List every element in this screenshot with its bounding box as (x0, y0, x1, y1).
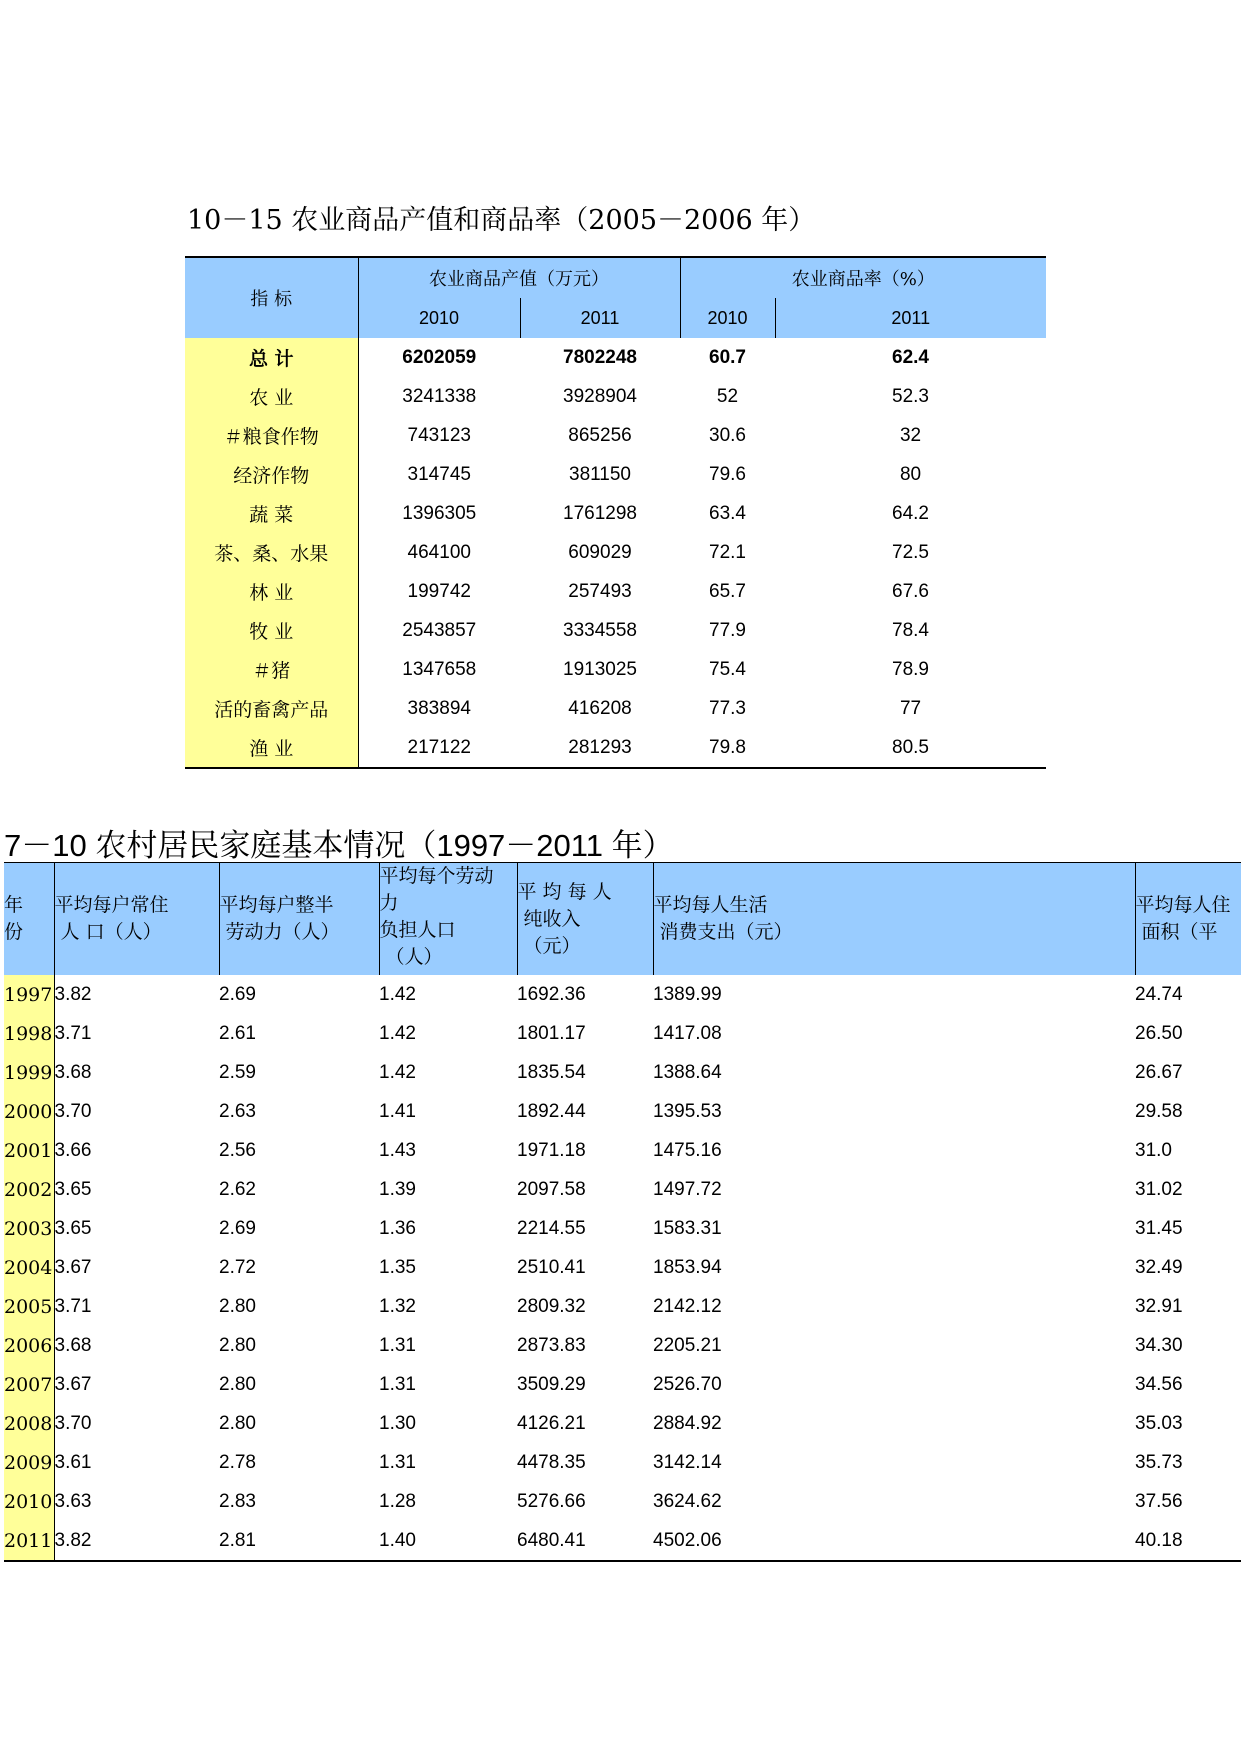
table-row (4, 1053, 1241, 1092)
table-cell: 2.61 (219, 1022, 256, 1044)
table-cell: 2.81 (219, 1521, 379, 1561)
year-cell: 1999 (4, 1053, 54, 1092)
table1-header-row-1 (185, 257, 1046, 298)
table-cell: 416208 (568, 697, 632, 719)
table-cell: 1.35 (379, 1256, 416, 1278)
table-cell: 2.80 (219, 1373, 256, 1395)
year-cell: 2010 (4, 1482, 54, 1521)
table-cell: 62.4 (892, 346, 929, 368)
row-label: 总 计 (185, 338, 358, 377)
table-cell: 3.71 (54, 1022, 92, 1044)
table-row (4, 1170, 1241, 1209)
table-row (4, 1482, 1241, 1521)
table-cell: 31.02 (1135, 1178, 1183, 1200)
table-cell: 1388.64 (653, 1061, 722, 1083)
year-cell: 2006 (4, 1326, 54, 1365)
table-cell: 3.65 (54, 1178, 92, 1200)
table-cell: 1.31 (379, 1334, 416, 1356)
table-cell: 31.45 (1135, 1217, 1183, 1239)
table-cell: 1.32 (379, 1295, 416, 1317)
table-cell: 77.9 (709, 619, 746, 641)
table-cell: 1.42 (379, 1061, 416, 1083)
table-cell: 2214.55 (517, 1217, 586, 1239)
row-label: 经济作物 (185, 455, 358, 494)
table-row (4, 1365, 1241, 1404)
table-cell: 2510.41 (517, 1256, 586, 1278)
table-row (185, 416, 1046, 455)
table-cell: 281293 (520, 728, 680, 768)
table-cell: 77.3 (709, 697, 746, 719)
table-cell: 3.82 (54, 1521, 219, 1561)
table-cell: 1.36 (379, 1217, 416, 1239)
header-col: 平均每户整半 劳动力（人） (219, 863, 379, 976)
table-cell: 1417.08 (653, 1022, 722, 1044)
table-cell: 1389.99 (653, 983, 722, 1005)
table-row (185, 728, 1046, 768)
table-cell: 29.58 (1135, 1100, 1183, 1122)
year-cell: 2005 (4, 1287, 54, 1326)
table-cell: 1971.18 (517, 1139, 586, 1161)
table-cell: 464100 (407, 541, 471, 563)
year-cell: 1997 (4, 975, 54, 1014)
table-cell: 2.72 (219, 1256, 256, 1278)
table-row (4, 1404, 1241, 1443)
table-cell: 67.6 (892, 580, 929, 602)
table-cell: 1.31 (379, 1373, 416, 1395)
row-label: ＃粮食作物 (185, 416, 358, 455)
table-row (185, 377, 1046, 416)
table-cell: 32.91 (1135, 1295, 1183, 1317)
table-cell: 1913025 (563, 658, 637, 680)
table-cell: 2142.12 (653, 1295, 722, 1317)
table-cell: 3142.14 (653, 1451, 722, 1473)
table-cell: 3.70 (54, 1412, 92, 1434)
table-cell: 2873.83 (517, 1334, 586, 1356)
table-cell: 2.80 (219, 1295, 256, 1317)
table-cell: 1853.94 (653, 1256, 722, 1278)
year-cell: 2008 (4, 1404, 54, 1443)
table-cell: 3.66 (54, 1139, 92, 1161)
table-cell: 1.43 (379, 1139, 416, 1161)
table-cell: 24.74 (1135, 983, 1183, 1005)
table-cell: 743123 (407, 424, 471, 446)
header-commodity-value: 农业商品产值（万元） (358, 257, 680, 298)
table-cell: 865256 (568, 424, 632, 446)
table-cell: 72.5 (892, 541, 929, 563)
table-row (185, 338, 1046, 377)
table-cell: 3.67 (54, 1373, 92, 1395)
table-cell: 1.42 (379, 1022, 416, 1044)
table-row (4, 975, 1241, 1014)
table-cell: 2.59 (219, 1061, 256, 1083)
header-col: 平均每户常住 人 口（人） (54, 863, 219, 976)
header-col: 平均每个劳动 力 负担人口 （人） (379, 863, 517, 976)
table-cell: 3.63 (54, 1490, 92, 1512)
table-cell: 35.73 (1135, 1451, 1183, 1473)
table-cell: 2.69 (219, 983, 256, 1005)
table-cell: 6480.41 (517, 1521, 653, 1561)
table-cell: 72.1 (709, 541, 746, 563)
header-commodity-rate: 农业商品率（%） (680, 257, 1046, 298)
table-row (4, 1521, 1241, 1561)
year-cell: 2000 (4, 1092, 54, 1131)
table2-header-row (4, 863, 1241, 976)
year-cell: 2001 (4, 1131, 54, 1170)
year-cell: 2009 (4, 1443, 54, 1482)
table-cell: 1.31 (379, 1451, 416, 1473)
table-cell: 1475.16 (653, 1139, 722, 1161)
header-col: 平 均 每 人 纯收入 （元） (517, 863, 653, 976)
table-cell: 3.61 (54, 1451, 92, 1473)
table-row (185, 650, 1046, 689)
table-cell: 2.80 (219, 1334, 256, 1356)
table-cell: 2526.70 (653, 1373, 722, 1395)
table-cell: 1.28 (379, 1490, 416, 1512)
table-cell: 5276.66 (517, 1490, 586, 1512)
table-cell: 80 (899, 463, 922, 485)
table-cell: 1395.53 (653, 1100, 722, 1122)
table-cell: 2.62 (219, 1178, 256, 1200)
table-cell: 2.69 (219, 1217, 256, 1239)
header-indicator: 指 标 (185, 257, 358, 338)
table-cell: 52 (716, 385, 739, 407)
table-cell: 78.4 (892, 619, 929, 641)
agri-commodity-table (185, 256, 1046, 769)
table-cell: 1801.17 (517, 1022, 586, 1044)
table-row (185, 533, 1046, 572)
table-cell: 2.80 (219, 1412, 256, 1434)
table-cell: 3.67 (54, 1256, 92, 1278)
table-cell: 1692.36 (517, 983, 586, 1005)
table-cell: 3.82 (54, 983, 92, 1005)
header-col: 平均每人生活 消费支出（元） (653, 863, 1135, 976)
year-cell: 2002 (4, 1170, 54, 1209)
table-cell: 381150 (569, 463, 631, 485)
table-cell: 3509.29 (517, 1373, 586, 1395)
table-cell: 3.71 (54, 1295, 92, 1317)
table-row (4, 1131, 1241, 1170)
table-cell: 40.18 (1135, 1521, 1241, 1561)
table-cell: 2809.32 (517, 1295, 586, 1317)
table-cell: 1583.31 (653, 1217, 722, 1239)
table-row (185, 689, 1046, 728)
table-row (4, 1326, 1241, 1365)
table-cell: 30.6 (709, 424, 746, 446)
row-label: 茶、桑、水果 (185, 533, 358, 572)
table-cell: 75.4 (709, 658, 746, 680)
table-cell: 609029 (568, 541, 632, 563)
table-cell: 52.3 (892, 385, 929, 407)
table-cell: 26.50 (1135, 1022, 1183, 1044)
table-cell: 7802248 (563, 346, 637, 368)
row-label: 蔬 菜 (185, 494, 358, 533)
year-cell: 1998 (4, 1014, 54, 1053)
table-row (185, 611, 1046, 650)
header-year: 2010 (680, 298, 775, 338)
table-cell: 35.03 (1135, 1412, 1183, 1434)
table-cell: 32 (899, 424, 922, 446)
table-cell: 65.7 (709, 580, 746, 602)
row-label: 农 业 (185, 377, 358, 416)
table-cell: 1835.54 (517, 1061, 586, 1083)
table-cell: 1.41 (379, 1100, 416, 1122)
table-cell: 1892.44 (517, 1100, 586, 1122)
header-year: 2011 (520, 298, 680, 338)
table-cell: 4478.35 (517, 1451, 586, 1473)
table-cell: 79.6 (709, 463, 746, 485)
header-col: 年 份 (4, 863, 54, 976)
row-label: 牧 业 (185, 611, 358, 650)
table-cell: 217122 (358, 728, 520, 768)
table-cell: 3.65 (54, 1217, 92, 1239)
table-cell: 383894 (407, 697, 471, 719)
table-row (185, 455, 1046, 494)
table-cell: 2.56 (219, 1139, 256, 1161)
table-cell: 1.39 (379, 1178, 416, 1200)
table-cell: 3241338 (402, 385, 477, 407)
table1-title: 10－15 农业商品产值和商品率（2005－2006 年） (187, 205, 816, 236)
table-cell: 199742 (407, 580, 471, 602)
table-cell: 4126.21 (517, 1412, 586, 1434)
table-cell: 77 (899, 697, 922, 719)
table-cell: 79.8 (680, 728, 775, 768)
row-label: ＃猪 (185, 650, 358, 689)
table-row (4, 1248, 1241, 1287)
table-cell: 60.7 (709, 346, 746, 368)
rural-household-table (4, 862, 1241, 1562)
header-year: 2011 (775, 298, 1046, 338)
table-cell: 3.68 (54, 1061, 92, 1083)
table-cell: 64.2 (892, 502, 929, 524)
table-cell: 32.49 (1135, 1256, 1183, 1278)
table-cell: 1.40 (379, 1521, 517, 1561)
row-label: 林 业 (185, 572, 358, 611)
table-cell: 4502.06 (653, 1521, 1135, 1561)
table-cell: 1497.72 (653, 1178, 722, 1200)
year-cell: 2007 (4, 1365, 54, 1404)
table-row (4, 1443, 1241, 1482)
table-cell: 34.30 (1135, 1334, 1183, 1356)
table2-title: 7－10 农村居民家庭基本情况（1997－2011 年） (4, 828, 674, 863)
table-cell: 3928904 (563, 385, 637, 407)
header-col: 平均每人住 面积（平 (1135, 863, 1241, 976)
table-cell: 1396305 (402, 502, 477, 524)
table-row (4, 1209, 1241, 1248)
table-row (4, 1092, 1241, 1131)
table-cell: 3.68 (54, 1334, 92, 1356)
table-cell: 2205.21 (653, 1334, 722, 1356)
table-cell: 80.5 (775, 728, 1046, 768)
table-cell: 2543857 (402, 619, 477, 641)
table-cell: 2884.92 (653, 1412, 722, 1434)
table-cell: 78.9 (892, 658, 929, 680)
table-cell: 2.63 (219, 1100, 256, 1122)
table-cell: 3334558 (563, 619, 637, 641)
table-cell: 1.42 (379, 983, 416, 1005)
header-year: 2010 (358, 298, 520, 338)
table-cell: 26.67 (1135, 1061, 1183, 1083)
table-cell: 37.56 (1135, 1490, 1183, 1512)
table-cell: 3.70 (54, 1100, 92, 1122)
row-label: 渔 业 (185, 728, 358, 768)
year-cell: 2011 (4, 1521, 54, 1561)
table-row (4, 1287, 1241, 1326)
table-cell: 1761298 (563, 502, 637, 524)
table-cell: 34.56 (1135, 1373, 1183, 1395)
table-cell: 2.78 (219, 1451, 256, 1473)
table-row (185, 572, 1046, 611)
table-cell: 31.0 (1135, 1139, 1172, 1161)
table-cell: 6202059 (402, 346, 477, 368)
table-cell: 314745 (407, 463, 471, 485)
table-cell: 257493 (568, 580, 632, 602)
row-label: 活的畜禽产品 (185, 689, 358, 728)
table-cell: 2.83 (219, 1490, 256, 1512)
table-cell: 1347658 (402, 658, 477, 680)
table-row (185, 494, 1046, 533)
year-cell: 2004 (4, 1248, 54, 1287)
table-row (4, 1014, 1241, 1053)
year-cell: 2003 (4, 1209, 54, 1248)
table-cell: 3624.62 (653, 1490, 722, 1512)
table-cell: 2097.58 (517, 1178, 586, 1200)
table-cell: 63.4 (709, 502, 746, 524)
table-cell: 1.30 (379, 1412, 416, 1434)
